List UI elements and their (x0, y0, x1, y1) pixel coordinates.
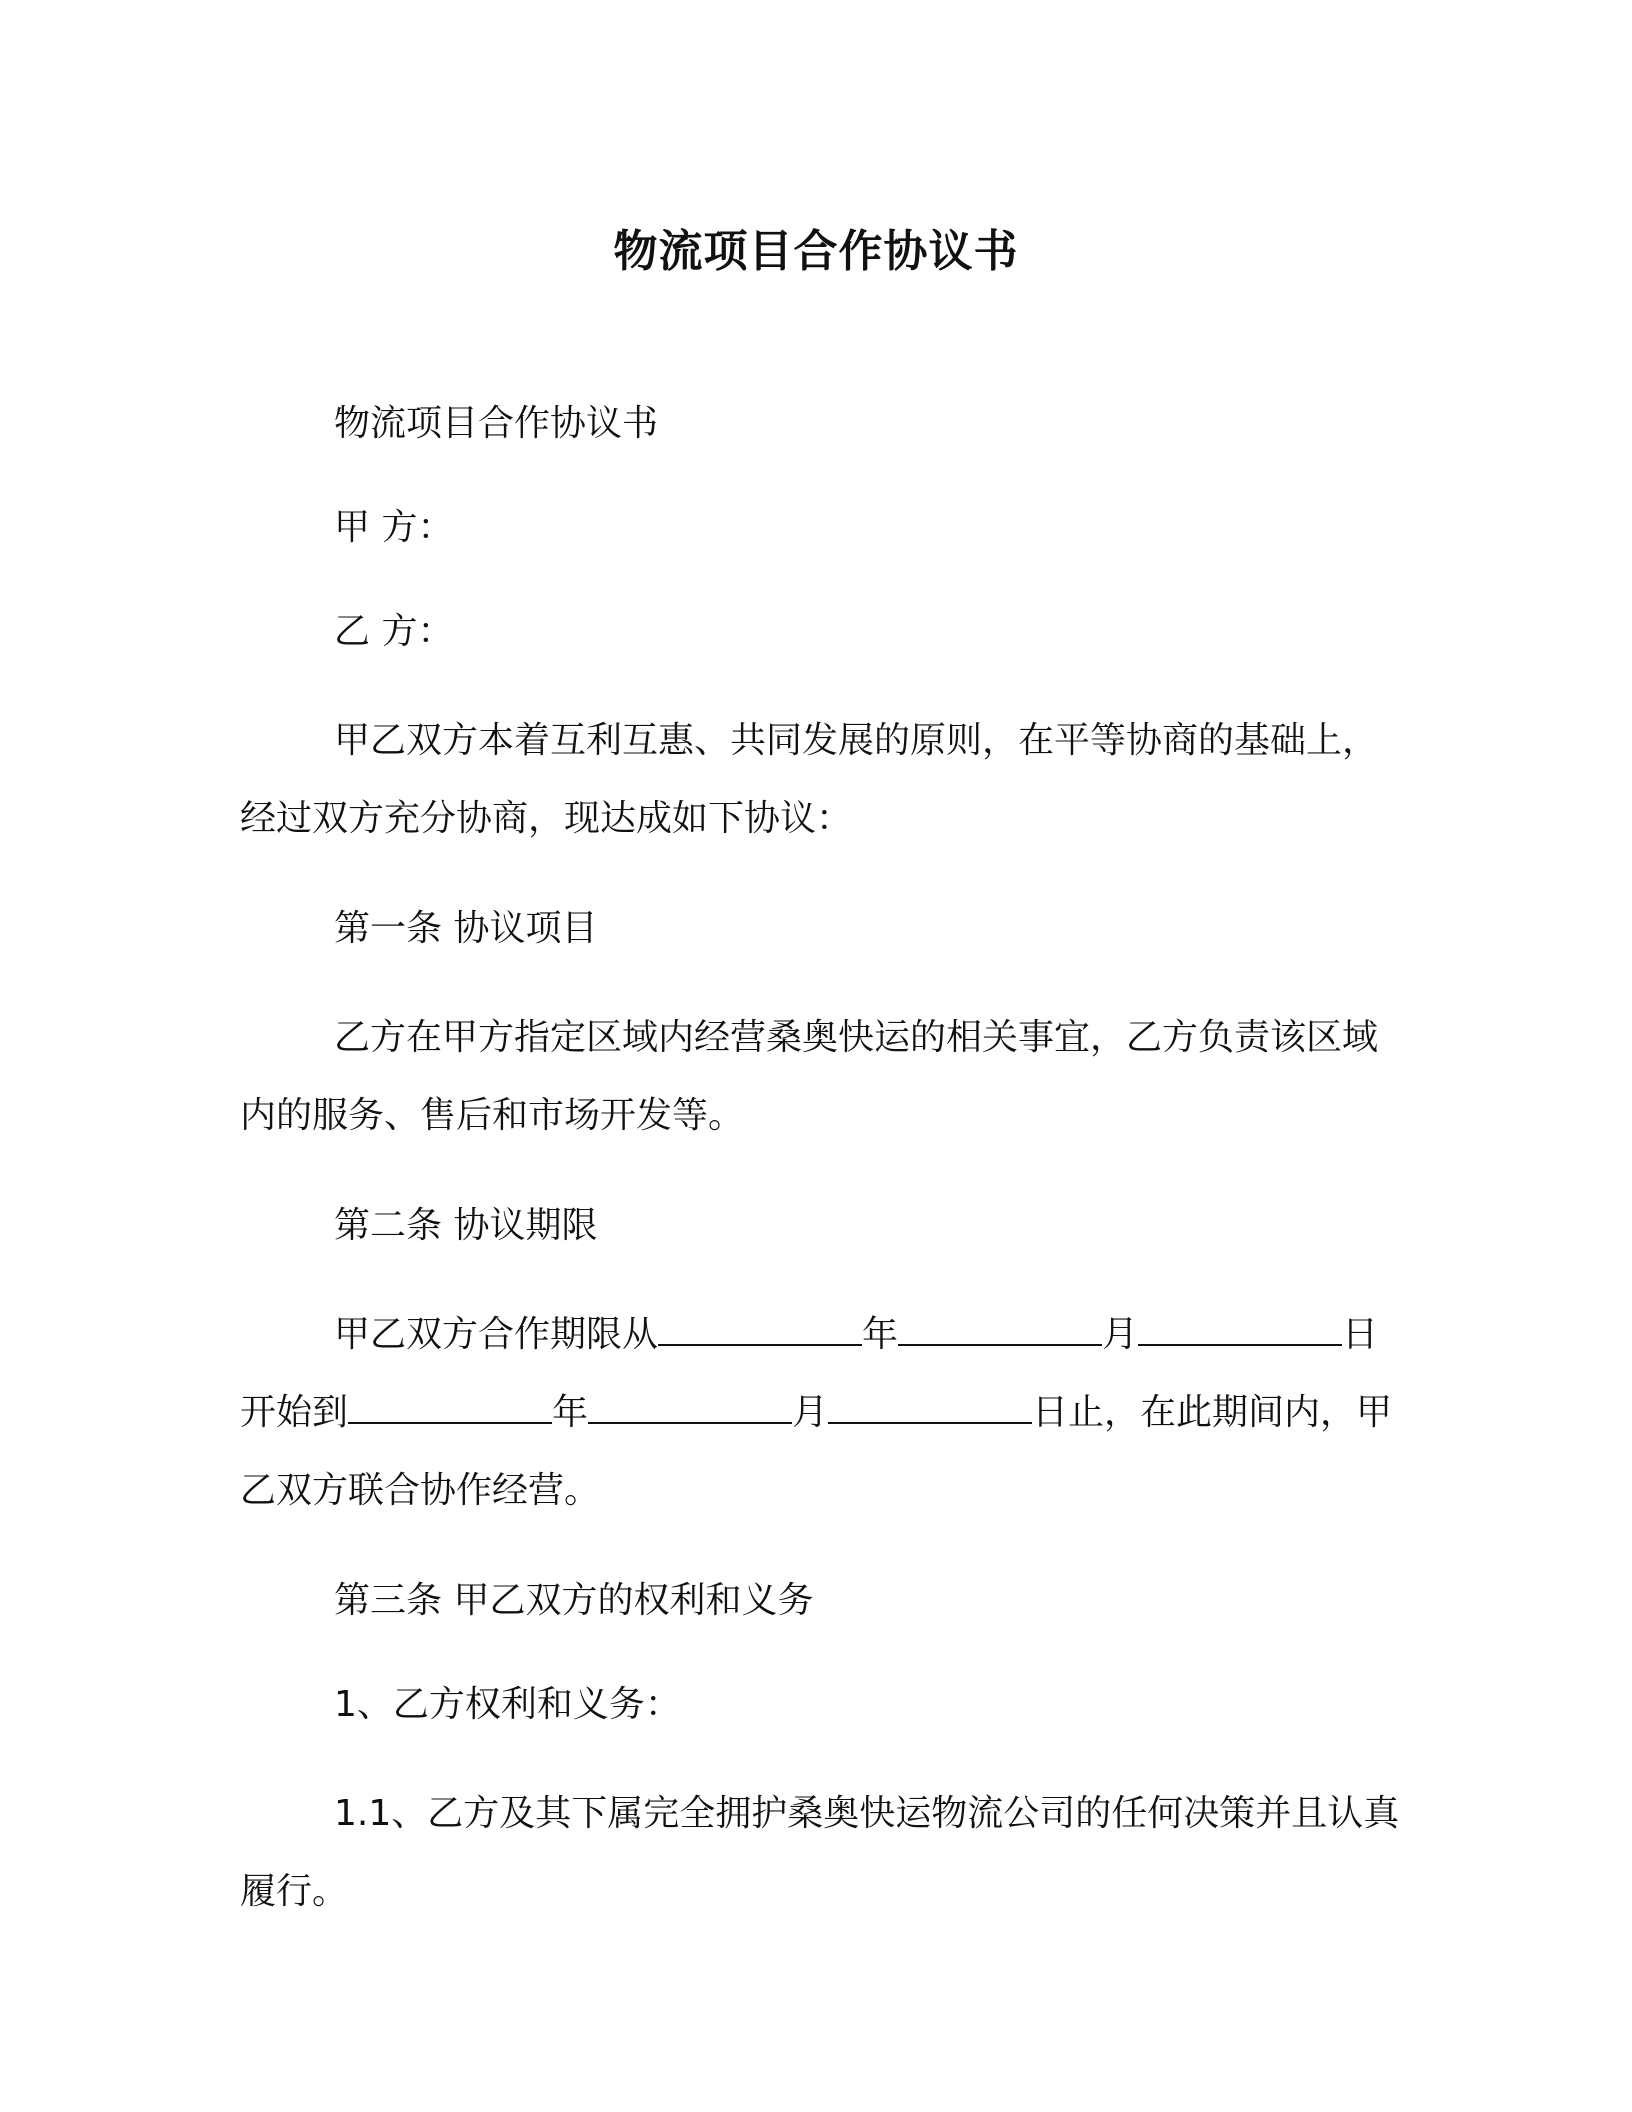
article-one-text: 乙方在甲方指定区域内经营桑奥快运的相关事宜，乙方负责该区域内的服务、售后和市场开发等。 (240, 1017, 1379, 1136)
term-until-text: 日开始到 (240, 1314, 1379, 1433)
party-b-rights-heading: 1、乙方权利和义务： (334, 1684, 681, 1725)
term-year-label-2: 年 (552, 1392, 589, 1433)
blank-start-month (898, 1314, 1102, 1346)
term-from-text: 甲乙双方合作期限从 (334, 1314, 659, 1355)
blank-end-day (828, 1392, 1032, 1424)
paragraph-principle: 甲乙双方本着互利互惠、共同发展的原则，在平等协商的基础上，经过双方充分协商，现达成如下协议： (240, 720, 1379, 839)
term-end-text: 日止，在此期间内，甲乙双方联合协作经营。 (240, 1392, 1393, 1511)
article-two-text (240, 1296, 1410, 1530)
blank-end-month (588, 1392, 792, 1424)
article-three-heading: 第三条 甲乙双方的权利和义务 (334, 1580, 814, 1621)
blank-start-day (1138, 1314, 1342, 1346)
term-month-label-1: 月 (1102, 1314, 1139, 1355)
term-month-label-2: 月 (792, 1392, 829, 1433)
blank-end-year (348, 1392, 552, 1424)
paragraph-party-b: 乙 方： (334, 611, 454, 652)
term-year-label-1: 年 (862, 1314, 899, 1355)
document-title: 物流项目合作协议书 (613, 226, 1019, 277)
document-body (240, 390, 1410, 1968)
blank-start-year (658, 1314, 862, 1346)
party-b-rights-item-1: 1.1、乙方及其下属完全拥护桑奥快运物流公司的任何决策并且认真履行。 (240, 1793, 1400, 1912)
paragraph-heading: 物流项目合作协议书 (334, 403, 659, 444)
paragraph-party-a: 甲 方： (334, 507, 454, 548)
article-one-heading: 第一条 协议项目 (334, 908, 598, 949)
article-two-heading: 第二条 协议期限 (334, 1205, 598, 1246)
